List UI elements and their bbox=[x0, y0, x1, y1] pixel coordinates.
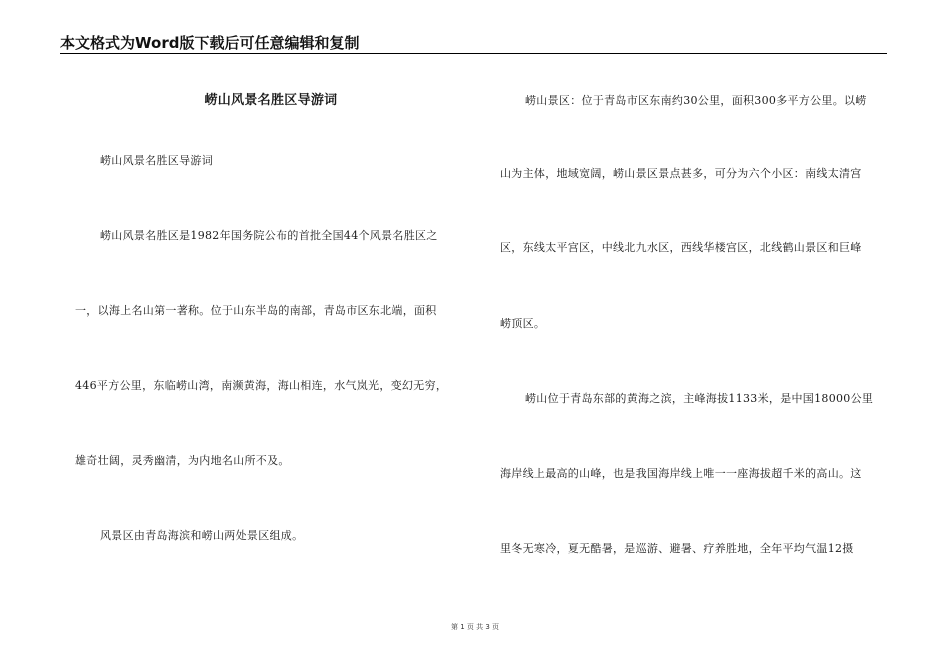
paragraph-line: 崂山位于青岛东部的黄海之滨，主峰海拔1133米，是中国18000公里 bbox=[525, 392, 874, 405]
paragraph-line: 崂山风景名胜区是1982年国务院公布的首批全国44个风景名胜区之 bbox=[100, 229, 438, 242]
header-divider bbox=[60, 53, 887, 54]
paragraph-line: 山为主体，地域宽阔，崂山景区景点甚多，可分为六个小区：南线太清宫 bbox=[500, 167, 862, 180]
paragraph-line: 风景区由青岛海滨和崂山两处景区组成。 bbox=[100, 529, 304, 542]
paragraph-line: 一，以海上名山第一著称。位于山东半岛的南部，青岛市区东北端，面积 bbox=[75, 304, 437, 317]
document-title: 崂山风景名胜区导游词 bbox=[204, 93, 338, 108]
paragraph-line: 崂山风景名胜区导游词 bbox=[100, 154, 213, 167]
document-header: 本文格式为Word版下载后可任意编辑和复制 bbox=[60, 34, 360, 52]
paragraph-line: 里冬无寒冷，夏无酷暑，是巡游、避暑、疗养胜地，全年平均气温12摄 bbox=[500, 542, 854, 555]
paragraph-line: 崂顶区。 bbox=[500, 317, 546, 330]
paragraph-line: 区，东线太平宫区，中线北九水区，西线华楼宫区，北线鹤山景区和巨峰 bbox=[500, 241, 862, 254]
paragraph-line: 崂山景区：位于青岛市区东南约30公里，面积300多平方公里。以崂 bbox=[525, 94, 867, 107]
page-indicator: 第 1 页 共 3 页 bbox=[450, 623, 500, 631]
paragraph-line: 雄奇壮阔，灵秀幽清，为内地名山所不及。 bbox=[75, 454, 290, 467]
paragraph-line: 海岸线上最高的山峰，也是我国海岸线上唯一一座海拔超千米的高山。这 bbox=[500, 467, 862, 480]
paragraph-line: 446平方公里，东临崂山湾，南濒黄海，海山相连，水气岚光，变幻无穷， bbox=[75, 379, 448, 392]
